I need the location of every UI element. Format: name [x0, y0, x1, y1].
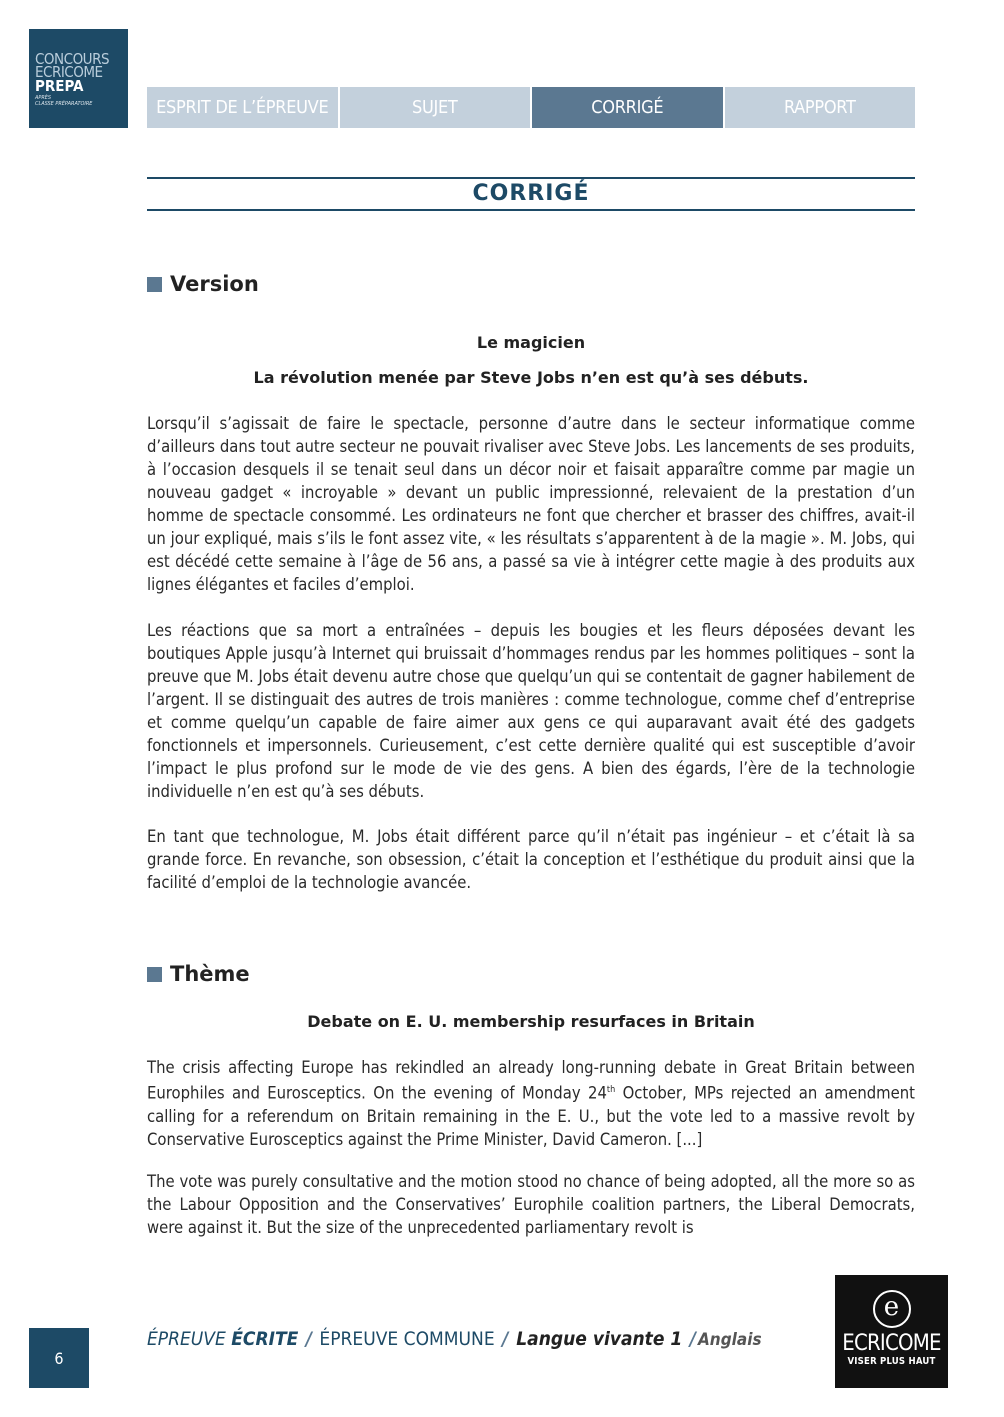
version-paragraph-2: Les réactions que sa mort a entraînées – depuis les bougies et les fleurs déposées devant les boutiques Apple jusqu’à Internet qui bruissait d’hommages rendus par les hommes politiques – sont la preuve que M. Jobs était devenu autre chose que quelqu’un qui se contentait de gagner habilement de l’argent. Il se distinguait des autres de trois manières : comme technologue, comme chef d’entreprise et comme quelqu’un capable de faire aimer aux gens ce qui auparavant avait été des gadgets fonctionnels et impersonnels. Curieusement, c’est cette dernière qualité qui est susceptible d’avoir l’impact le plus profond sur le mode de vie des gens. A bien des égards, l’ère de la technologie individuelle n’en est qu’à ses débuts. [147, 621, 915, 801]
section-header-version [147, 271, 259, 297]
ordinal-suffix: th [606, 1085, 616, 1095]
footer-commune: COMMUNE [403, 1328, 495, 1350]
logo-line-concours: CONCOURS [35, 50, 110, 68]
concours-logo [29, 29, 128, 128]
page-number: 6 [29, 1328, 89, 1388]
theme-paragraph-1-end: October, MPs rejected an amendment calling for a referendum on Britain remaining in the E. U., but the vote led to a massive revolt by Conservative Eurosceptics against the Prime Minister, David Cameron. [...] [147, 1083, 916, 1149]
ecricome-tagline: VISER PLUS HAUT [847, 1356, 936, 1367]
footer-epreuve-2: ÉPREUVE [314, 1328, 404, 1350]
footer-separator: / [502, 1328, 509, 1350]
section-heading: Version [170, 272, 259, 296]
ecricome-e-icon: e [873, 1290, 911, 1328]
square-bullet-icon [147, 277, 162, 292]
section-header-theme [147, 961, 250, 987]
tab-sujet[interactable]: SUJET [340, 87, 531, 128]
footer-epreuve: ÉPREUVE [147, 1328, 232, 1350]
title-rule-bottom [147, 209, 915, 211]
logo-line-ecricome: ECRICOME [35, 63, 103, 81]
footer-anglais: Anglais [697, 1330, 762, 1350]
footer-ecrite: ÉCRITE [231, 1328, 299, 1350]
theme-paragraph-1-start: The crisis affecting Europe has rekindled an already long-running debate in Great Britain between Europhiles and Eurosceptics. On the evening of Monday 24 [147, 1058, 915, 1103]
logo-line-apres: APRÈS [35, 95, 52, 101]
logo-line-prepa: PREPA [35, 77, 84, 95]
ecricome-logo [835, 1275, 948, 1388]
version-subtitle: La révolution menée par Steve Jobs n’en est qu’à ses débuts. [253, 368, 809, 387]
theme-paragraph-2: The vote was purely consultative and the motion stood no chance of being adopted, all the more so as the Labour Opposition and the Conservatives’ Europhile coalition partners, the Liberal Democrats, were against it. But the size of the unprecedented parliamentary revolt is [147, 1172, 915, 1237]
version-paragraph-1: Lorsqu’il s’agissait de faire le spectacle, personne d’autre dans le secteur informatique comme d’ailleurs dans tout autre secteur ne pouvait rivaliser avec Steve Jobs. Les lancements de ses produits, à l’occasion desquels il se tenait seul dans un décor noir et faisait apparaître comme par magie un nouveau gadget « incroyable » devant un public impressionné, relevaient de la prestation d’un homme de spectacle consommé. Les ordinateurs ne font que chercher et brasser des chiffres, avait-il un jour expliqué, mais s’ils le font assez vite, « les résultats s’apparentent à de la magie ». M. Jobs, qui est décédé cette semaine à l’âge de 56 ans, a passé sa vie à intégrer cette magie à des produits aux lignes élégantes et faciles d’emploi. [147, 414, 915, 594]
tab-esprit-epreuve[interactable]: ESPRIT DE L’ÉPREUVE [147, 87, 338, 128]
section-heading: Thème [170, 962, 250, 986]
footer-langue: Langue vivante 1 [510, 1328, 683, 1350]
theme-paragraph-1 [147, 1056, 915, 1151]
theme-title: Debate on E. U. membership resurfaces in Britain [307, 1012, 755, 1031]
version-paragraph-3: En tant que technologue, M. Jobs était différent parce qu’il n’était pas ingénieur – et c’était là sa grande force. En revanche, son obsession, c’était la conception et l’esthétique du produit ainsi que la facilité d’emploi de la technologie avancée. [147, 827, 915, 892]
footer-exam-label [147, 1326, 762, 1352]
tab-rapport[interactable]: RAPPORT [725, 87, 916, 128]
version-title: Le magicien [476, 333, 586, 352]
footer-separator: / [689, 1328, 696, 1350]
logo-line-classe: CLASSE PRÉPARATOIRE [35, 101, 93, 107]
square-bullet-icon [147, 967, 162, 982]
ecricome-name: ECRICOME [842, 1331, 941, 1356]
section-tabs [147, 87, 915, 128]
tab-corrige[interactable]: CORRIGÉ [532, 87, 723, 128]
page-title: CORRIGÉ [472, 181, 590, 206]
footer-separator: / [305, 1328, 312, 1350]
